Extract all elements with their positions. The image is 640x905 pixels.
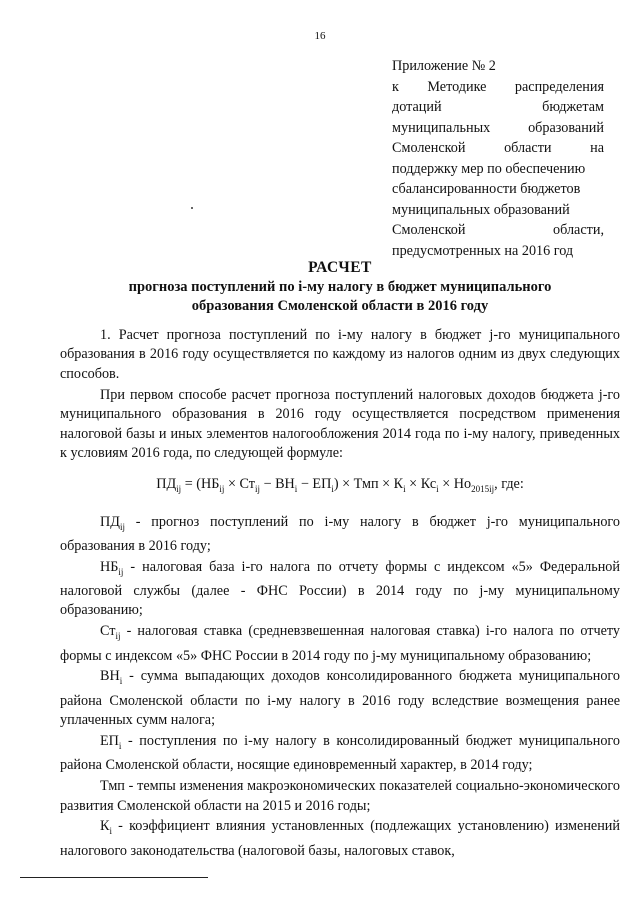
appendix-line: к Методике распределения <box>392 78 604 95</box>
appendix-line: муниципальных образований <box>392 119 604 136</box>
appendix-line: Смоленской области, <box>392 222 604 238</box>
definition-item: Тмп - темпы изменения макроэкономических показателей социально-экономического развития Смоленской области на 2015 и 2016 годы; <box>60 778 620 814</box>
definition-item: $ЕП_i$ - поступления по i-му налогу в консолидированный бюджет муниципального района Смоленской области, носящие единовременный характер, в 2014 году; <box>60 732 620 774</box>
appendix-line: предусмотренных на 2016 год <box>392 242 574 259</box>
document-subtitle-line: образования Смоленской области в 2016 году <box>191 297 489 314</box>
formula: $ПД_{ij} = (НБ_{ij} \times Ст_{ij} - ВН_i - ЕП_i)$ × Тмп × $К_i \times Кс_i \times Но_{2015ij}$, где: <box>156 476 524 495</box>
definition-item: $НБ_{ij}$ - налоговая база i-го налога по отчету формы с индексом «5» Федеральной налоговой службы (далее - ФНС России) в 2014 году по j-му муниципальному образованию; <box>60 558 620 619</box>
appendix-line: Приложение № 2 <box>392 58 496 74</box>
scan-speck <box>191 207 193 209</box>
definition-item: $К_i$ - коэффициент влияния установленных (подлежащих установлению) изменений налогового законодательства (налоговой базы, налоговых ставок, <box>60 818 620 859</box>
appendix-block <box>392 56 604 261</box>
footnote-divider <box>20 877 208 878</box>
definition-item: $Ст_{ij}$ - налоговая ставка (средневзвешенная налоговая ставка) i-го налога по отчету формы с индексом «5» ФНС России в 2014 году по j-му муниципальному образованию; <box>60 623 620 664</box>
appendix-line: дотаций бюджетам <box>392 99 604 115</box>
appendix-line: сбалансированности бюджетов <box>392 181 581 197</box>
document-subtitle-line: прогноза поступлений по i-му налогу в бюджет муниципального <box>128 279 552 295</box>
appendix-line: Смоленской области на <box>392 140 604 156</box>
paragraph: При первом способе расчет прогноза поступлений налоговых доходов бюджета j-го муниципального образования в 2016 году осуществляется посредством применения налоговой базы и иных элементов налогообложения 2014 года по i-му налогу, приведенных к условиям 2016 года, по следующей формуле: <box>60 386 620 461</box>
document-body <box>60 326 620 863</box>
document-title: РАСЧЕТ <box>308 259 372 276</box>
page-number: 16 <box>314 30 326 42</box>
definitions-list <box>60 513 620 861</box>
appendix-line: муниципальных образований <box>392 201 570 218</box>
paragraph: 1. Расчет прогноза поступлений по i-му налогу в бюджет j-го муниципального образования в 2016 году осуществляется по каждому из налогов одним из двух следующих способов. <box>60 327 620 382</box>
definition-item: $ВН_i$ - сумма выпадающих доходов консолидированного бюджета муниципального района Смоленской области по i-му налогу в 2016 году вследствие возмещения ранее уплаченных сумм налога; <box>60 668 620 729</box>
document-heading <box>60 258 620 315</box>
definition-item: $ПД_{ij}$ - прогноз поступлений по i-му налогу в бюджет j-го муниципального образования в 2016 году; <box>60 513 620 554</box>
appendix-line: поддержку мер по обеспечению <box>392 160 586 177</box>
